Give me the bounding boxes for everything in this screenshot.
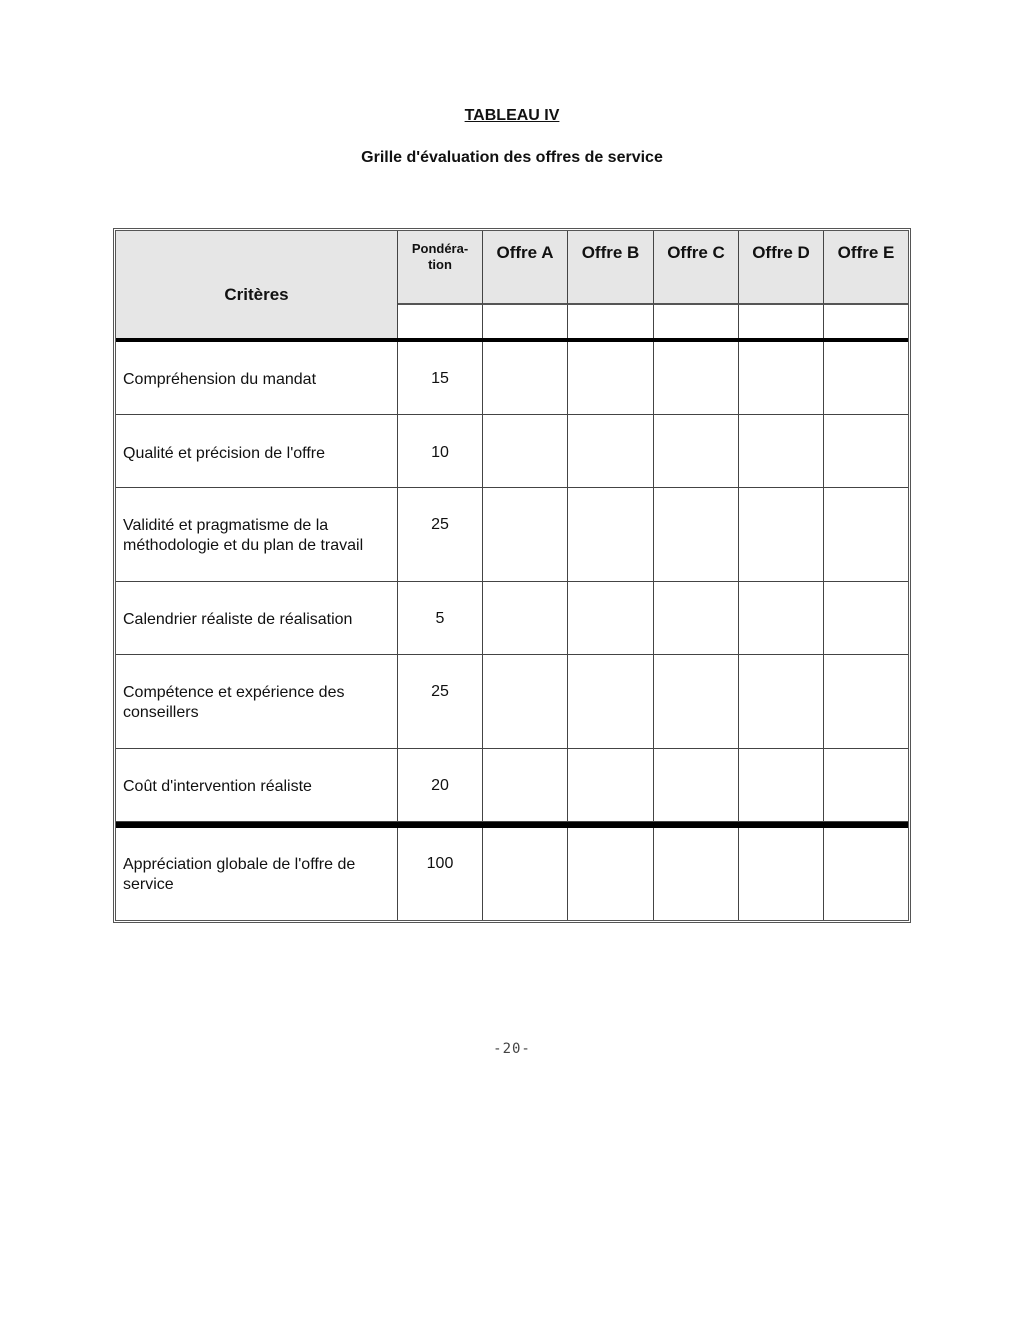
criterion-cell: Validité et pragmatisme de la méthodologie et du plan de travail [116,488,398,582]
header-blank-cell [398,305,483,339]
score-cell [739,749,824,822]
score-cell [483,488,568,582]
score-cell [824,582,908,655]
table-title: TABLEAU IV [464,107,560,124]
total-weight: 100 [398,828,483,920]
score-cell [483,655,568,749]
score-cell [824,749,908,822]
score-cell [654,582,739,655]
score-cell [824,655,908,749]
score-cell [654,488,739,582]
criteria-header: Critères [224,285,289,304]
weight-header: Pondéra- tion [398,231,483,305]
score-cell [483,415,568,488]
page-number: -20- [493,1041,531,1057]
score-cell [824,342,908,415]
offer-e-header: Offre E [824,231,908,305]
header-blank-cell [568,305,654,339]
score-cell [654,655,739,749]
score-cell [739,342,824,415]
score-cell [739,415,824,488]
criterion-cell: Coût d'intervention réaliste [116,749,398,822]
score-cell [654,415,739,488]
total-criterion: Appréciation globale de l'offre de service [116,828,398,920]
table-subtitle: Grille d'évaluation des offres de service [361,149,663,166]
weight-cell: 10 [398,415,483,488]
score-cell [654,749,739,822]
criterion-cell: Calendrier réaliste de réalisation [116,582,398,655]
score-cell [654,342,739,415]
score-cell [568,488,654,582]
score-cell [483,342,568,415]
score-cell [568,415,654,488]
offer-b-header: Offre B [568,231,654,305]
header-blank-cell [483,305,568,339]
score-cell [739,582,824,655]
header-blank-cell [739,305,824,339]
score-cell [568,342,654,415]
score-cell [824,415,908,488]
offer-c-header: Offre C [654,231,739,305]
score-cell [824,828,908,920]
score-cell [568,828,654,920]
score-cell [739,828,824,920]
weight-cell: 20 [398,749,483,822]
score-cell [483,749,568,822]
offer-d-header: Offre D [739,231,824,305]
header-blank-cell [824,305,908,339]
header-blank-cell [654,305,739,339]
score-cell [483,582,568,655]
weight-cell: 25 [398,655,483,749]
criteria-header-cell [116,231,398,339]
score-cell [568,582,654,655]
score-cell [483,828,568,920]
weight-cell: 25 [398,488,483,582]
score-cell [739,488,824,582]
offer-a-header: Offre A [483,231,568,305]
score-cell [654,828,739,920]
score-cell [739,655,824,749]
score-cell [824,488,908,582]
weight-cell: 5 [398,582,483,655]
score-cell [568,749,654,822]
score-cell [568,655,654,749]
criterion-cell: Compréhension du mandat [116,342,398,415]
criterion-cell: Compétence et expérience des conseillers [116,655,398,749]
total-separator [116,822,908,828]
weight-cell: 15 [398,342,483,415]
criterion-cell: Qualité et précision de l'offre [116,415,398,488]
